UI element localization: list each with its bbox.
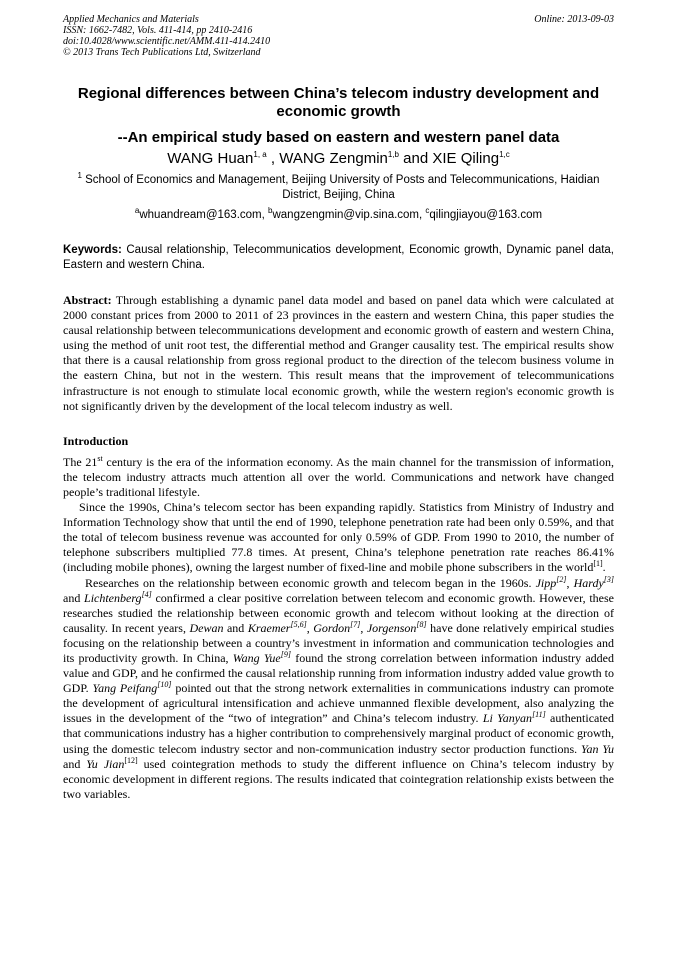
text-run: The 21 <box>63 454 98 469</box>
citation-ref: [7] <box>350 619 361 629</box>
intro-paragraph-2 <box>63 500 614 575</box>
email-mark: c <box>425 206 430 216</box>
keywords-block <box>63 243 614 273</box>
issn-line: ISSN: 1662-7482, Vols. 411-414, pp 2410-2416 <box>63 25 253 36</box>
journal-header <box>63 14 614 58</box>
cited-author: Jipp <box>535 575 557 590</box>
email-address[interactable]: wangzengmin@vip.sina.com, <box>272 209 426 221</box>
affiliation <box>63 173 614 203</box>
author-affil-mark: 1, a <box>253 150 267 159</box>
text-run: century is the era of the information economy. As the main channel for the transmission of information, the telecom industry attracts much attention all over the world. Communications and network have changed people’s traditional lifestyle. <box>63 454 614 499</box>
superscript: st <box>97 453 103 463</box>
text-run: , <box>360 620 367 635</box>
text-run: . <box>602 560 606 575</box>
cited-author: Jorgenson <box>366 620 417 635</box>
citation-ref: [2] <box>556 574 567 584</box>
text-run: confirmed a clear positive correlation between telecom and economic growth. However, these researches studied the relationship between economic growth and telecom without looking at the direction of causality. In recent years, <box>63 590 614 635</box>
text-run: authenticated that communications industry has a higher contribution to comprehensively marginal product of economic growth, using the domestic telecom industry sector and non-communication industry sector production functions. <box>63 711 615 756</box>
email-address[interactable]: qilingjiayou@163.com <box>429 209 543 221</box>
email-mark: b <box>268 206 273 216</box>
author-name: XIE Qiling <box>432 150 500 167</box>
author-list <box>63 150 614 168</box>
citation-ref: [8] <box>416 619 427 629</box>
text-run: , <box>306 620 314 635</box>
text-run: Researches on the relationship between economic growth and telecom began in the 1960s. <box>85 575 536 590</box>
citation-ref: [9] <box>280 649 291 659</box>
citation-ref: [5,6] <box>290 619 307 629</box>
author-affil-mark: 1,c <box>499 150 510 159</box>
author-separator: and <box>399 150 433 167</box>
citation-ref: [4] <box>141 589 152 599</box>
intro-paragraph-3 <box>63 576 614 802</box>
introduction-body <box>63 455 614 802</box>
affiliation-number: 1 <box>77 171 82 181</box>
text-run: pointed out that the strong network externalities in communications industry can promote the development of agricultural intensification and achieve unmanned flexible development, also analyzing the issues in the development of the “two of integration” and China’s telecom industry. <box>63 681 614 726</box>
citation-ref: [11] <box>532 710 546 720</box>
paper-page <box>63 14 614 802</box>
abstract-block <box>63 293 614 414</box>
email-address[interactable]: whuandream@163.com, <box>139 209 269 221</box>
cited-author: Li Yanyan <box>482 711 533 726</box>
text-run: and <box>63 756 87 771</box>
cited-author: Yang Peifang <box>92 681 158 696</box>
text-run: Since the 1990s, China’s telecom sector has been expanding rapidly. Statistics from Ministry of Industry and Information Technology show that until the end of 1990, telephone penetration rate had been only 0.59%, and that the total of telecom business revenue was accounted for only 0.59% of GDP. From 1990 to 2010, the number of telephone subscribers multiplied 77.8 times. At present, China’s telephone penetration rate reaches 86.41% (including mobile phones), owning the largest number of fixed-line and mobile phone subscribers in the world <box>63 500 614 575</box>
paper-subtitle: --An empirical study based on eastern and western panel data <box>117 129 560 146</box>
doi-line: doi:10.4028/www.scientific.net/AMM.411-414.2410 <box>63 36 271 47</box>
superscript: [12] <box>124 755 138 765</box>
author-name: WANG Huan <box>167 150 254 167</box>
cited-author: Kraemer <box>247 620 291 635</box>
author-name: WANG Zengmin <box>279 150 388 167</box>
text-run: have done relatively empirical studies focusing on the relationship between a country’s investment in information and communication technologies and its productivity growth. In China, <box>63 620 615 665</box>
text-run: found the strong correlation between information industry added value and GDP, and he confirmed the causal relationship running from information industry added value growth to GDP. <box>63 650 614 696</box>
superscript: [1] <box>593 559 603 569</box>
intro-paragraph-1 <box>63 455 614 500</box>
author-affil-mark: 1,b <box>387 150 399 159</box>
citation-ref: [10] <box>157 680 172 690</box>
cited-author: Yan Yu <box>580 741 614 756</box>
text-run: used cointegration methods to study the different influence on China’s telecom industry by economic development in different regions. The results indicated that cointegration relationship exists between the two variables. <box>63 756 615 801</box>
text-run: and <box>63 590 85 605</box>
cited-author: Lichtenberg <box>84 590 142 605</box>
journal-name: Applied Mechanics and Materials <box>63 14 199 25</box>
author-separator: , <box>266 150 280 167</box>
cited-author: Hardy <box>573 575 604 590</box>
abstract-text: Through establishing a dynamic panel data model and based on panel data which were calculated at 2000 constant prices from 2000 to 2011 of 23 provinces in the eastern and western China, this paper studies the causal relationship between telecommunications development and economic growth of eastern and western China, using the method of unit root test, the differential method and Granger causality test. The empirical results show that there is a causal relationship from gross regional product to the direction of the telecom business volume in the eastern China, but not in the western. This result means that the improvement of telecommunications infrastructure is not enough to stimulate local economic growth, while the western region's economic growth is not significantly driven by the development of the local telecom industry as well. <box>63 293 614 413</box>
text-run: , <box>566 575 574 590</box>
text-run: and <box>223 620 248 635</box>
email-mark: a <box>134 206 140 216</box>
affiliation-text: School of Economics and Management, Beijing University of Posts and Telecommunications, Haidian District, Beijing, China <box>85 174 600 201</box>
cited-author: Yu Jian <box>86 756 125 771</box>
copyright-line: © 2013 Trans Tech Publications Ltd, Switzerland <box>63 47 261 58</box>
keywords-label: Keywords: <box>63 244 122 256</box>
citation-ref: [3] <box>603 574 615 584</box>
paper-title: Regional differences between China’s telecom industry development and economic growth <box>77 85 600 120</box>
cited-author: Wang Yue <box>232 650 281 665</box>
online-date: Online: 2013-09-03 <box>534 14 614 25</box>
cited-author: Gordon <box>313 620 351 635</box>
author-emails <box>63 208 614 223</box>
section-heading-introduction: Introduction <box>63 433 129 448</box>
keywords-text: Causal relationship, Telecommunicatios development, Economic growth, Dynamic panel data, Eastern and western China. <box>63 244 614 271</box>
cited-author: Dewan <box>189 620 224 635</box>
abstract-label: Abstract: <box>63 293 112 307</box>
